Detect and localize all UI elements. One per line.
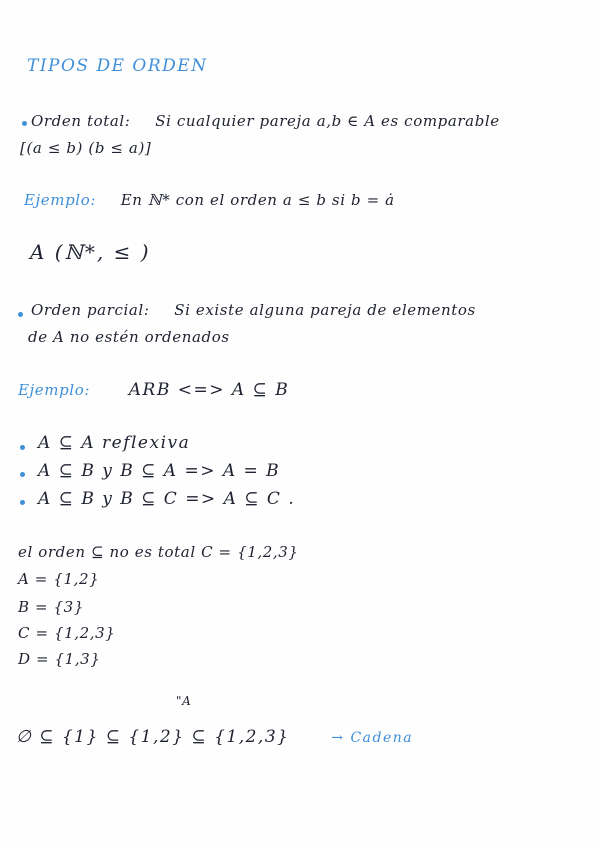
total-order-line bbox=[31, 112, 500, 130]
example1-text: En ℕ* con el orden a ≤ b si b = ȧ bbox=[120, 191, 395, 209]
set-a: A = {1,2} bbox=[18, 570, 100, 588]
bullet-icon bbox=[18, 312, 23, 317]
page-title: TIPOS DE ORDEN bbox=[27, 56, 208, 76]
set-b: B = {3} bbox=[18, 598, 84, 616]
chain-line bbox=[16, 727, 413, 747]
total-order-lead: Orden total: bbox=[31, 112, 131, 130]
bullet-icon bbox=[20, 472, 25, 477]
example2-line bbox=[18, 380, 289, 400]
set-c: C = {1,2,3} bbox=[18, 624, 116, 642]
annotation-mark: "A bbox=[176, 694, 192, 708]
property-reflexive: A ⊆ A reflexiva bbox=[38, 433, 191, 453]
partial-order-continuation: de A no estén ordenados bbox=[28, 328, 230, 346]
bullet-icon bbox=[20, 500, 25, 505]
example1-label: Ejemplo: bbox=[24, 191, 96, 209]
property-transitive: A ⊆ B y B ⊆ C => A ⊆ C . bbox=[38, 489, 296, 509]
example2-label: Ejemplo: bbox=[18, 381, 90, 399]
example2-relation: ARB <=> A ⊆ B bbox=[128, 380, 290, 400]
property-antisymmetric: A ⊆ B y B ⊆ A => A = B bbox=[38, 461, 281, 481]
bullet-icon bbox=[20, 445, 25, 450]
partial-order-definition: Si existe alguna pareja de elementos bbox=[174, 301, 476, 319]
chain-expression: ∅ ⊆ {1} ⊆ {1,2} ⊆ {1,2,3} bbox=[16, 727, 290, 747]
set-d: D = {1,3} bbox=[18, 650, 101, 668]
chain-label: → Cadena bbox=[331, 730, 414, 746]
example1-line bbox=[24, 191, 395, 209]
example1-set: A (ℕ*, ≤ ) bbox=[30, 240, 151, 264]
total-order-definition: Si cualquier pareja a,b ∈ A es comparable bbox=[155, 112, 500, 130]
not-total-statement: el orden ⊆ no es total C = {1,2,3} bbox=[18, 543, 299, 561]
partial-order-lead: Orden parcial: bbox=[31, 301, 150, 319]
partial-order-line bbox=[31, 301, 476, 319]
total-order-condition: [(a ≤ b) (b ≤ a)] bbox=[20, 139, 152, 157]
bullet-icon bbox=[22, 121, 27, 126]
